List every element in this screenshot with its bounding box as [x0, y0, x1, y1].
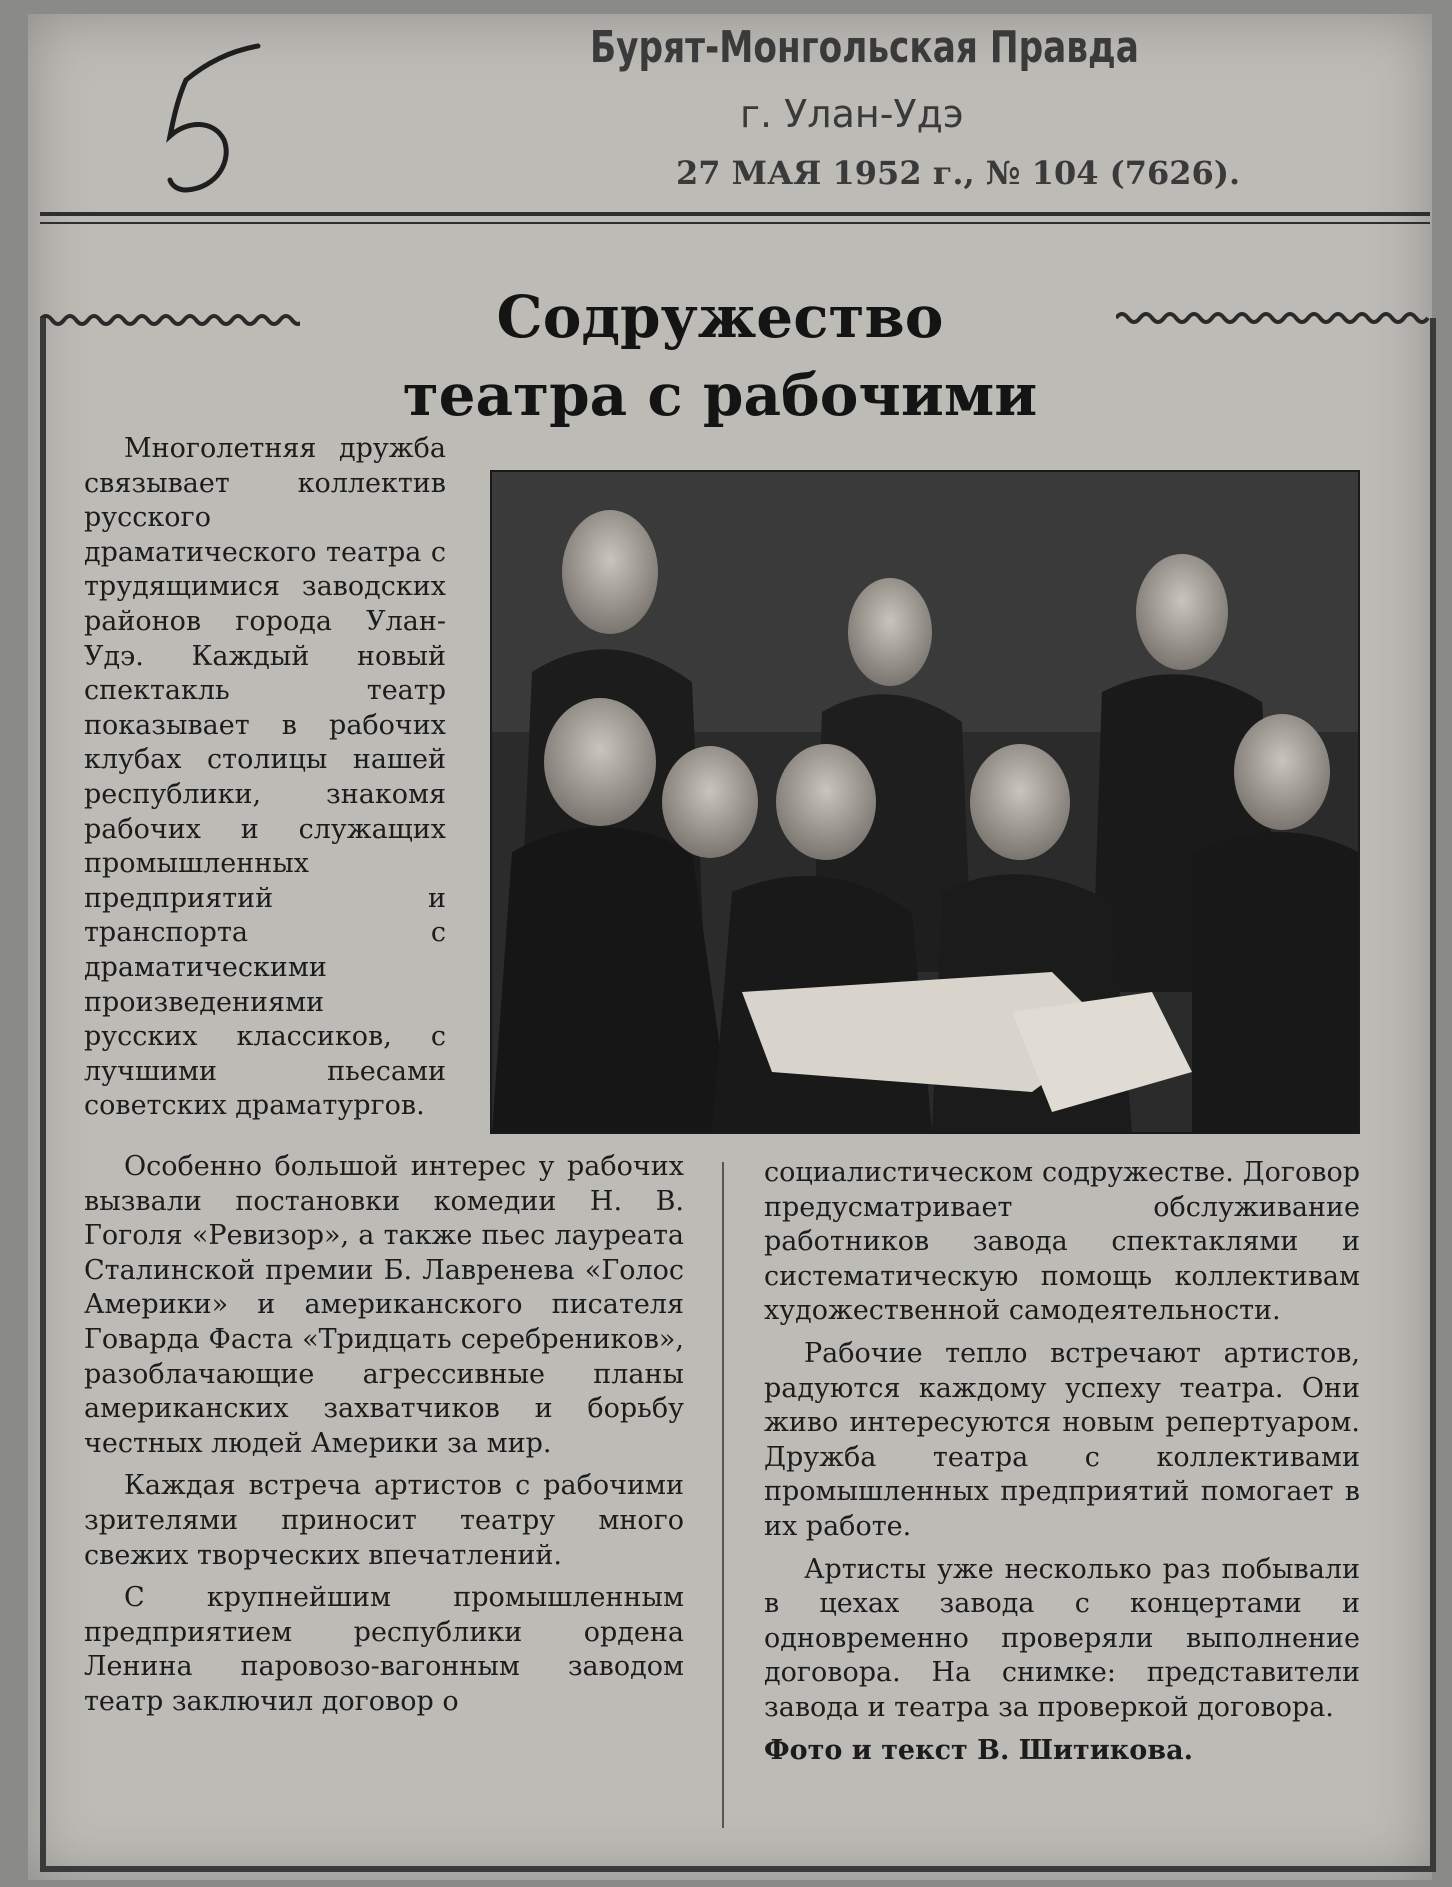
- article-column-top: [84, 432, 446, 1124]
- paragraph-6: Артисты уже несколько раз побывали в цехах завода с концертами и одновременно проверяли выполнение договора. На снимке: представители завода и театра за проверкой договора.: [764, 1553, 1360, 1723]
- paragraph-5: Рабочие тепло встречают артистов, радуются каждому успеху театра. Они живо интересуются новым репертуаром. Дружба театра с коллективами промышленных предприятий помогает в их работе.: [764, 1337, 1360, 1542]
- masthead-rule-thin: [40, 222, 1430, 224]
- photo-group-image: [492, 472, 1358, 1132]
- paragraph-3: Каждая встреча артистов с рабочими зрителями приносит театру много свежих творческих впечатлений.: [84, 1470, 684, 1571]
- paragraph-4-part-1: С крупнейшим промышленным предприятием республики ордена Ленина паровозо-вагонным заводом театр заключил договор о: [84, 1582, 684, 1717]
- byline: Фото и текст В. Шитикова.: [764, 1734, 1193, 1766]
- handwritten-number-mark: [140, 28, 270, 198]
- date-issue-line: 27 МАЯ 1952 г., № 104 (7626).: [676, 154, 1241, 192]
- city-stamp: г. Улан-Удэ: [740, 92, 964, 136]
- masthead-rule: [40, 212, 1430, 216]
- article-headline: [300, 278, 1140, 434]
- article-column-right: [764, 1156, 1360, 1768]
- paragraph-2: Особенно большой интерес у рабочих вызвали постановки комедии Н. В. Гоголя «Ревизор», а также пьес лауреата Сталинской премии Б. Лавренева «Голос Америки» и американского писателя Говарда Фаста «Тридцать серебреников», разоблачающие агрессивные планы американских захватчиков и борьбу честных людей Америки за мир.: [84, 1151, 684, 1459]
- column-divider: [722, 1162, 724, 1828]
- headline-line-1: Содружество: [496, 283, 944, 351]
- article-column-left: [84, 1150, 684, 1720]
- paragraph-4-part-2: социалистическом содружестве. Договор предусматривает обслуживание работников завода спектаклями и систематическую помощь коллективам художественной самодеятельности.: [764, 1157, 1360, 1327]
- newspaper-name-stamp: Бурят-Монгольская Правда: [590, 22, 1139, 73]
- paragraph-1: Многолетняя дружба связывает коллектив русского драматического театра с трудящимися заводских районов города Улан-Удэ. Каждый новый спектакль театр показывает в рабочих клубах столицы нашей республики, знакомя рабочих и служащих промышленных предприятий и транспорта с драматическими произведениями русских классиков, с лучшими пьесами советских драматургов.: [84, 433, 446, 1122]
- headline-line-2: театра с рабочими: [402, 361, 1038, 429]
- article-photo: [490, 470, 1360, 1134]
